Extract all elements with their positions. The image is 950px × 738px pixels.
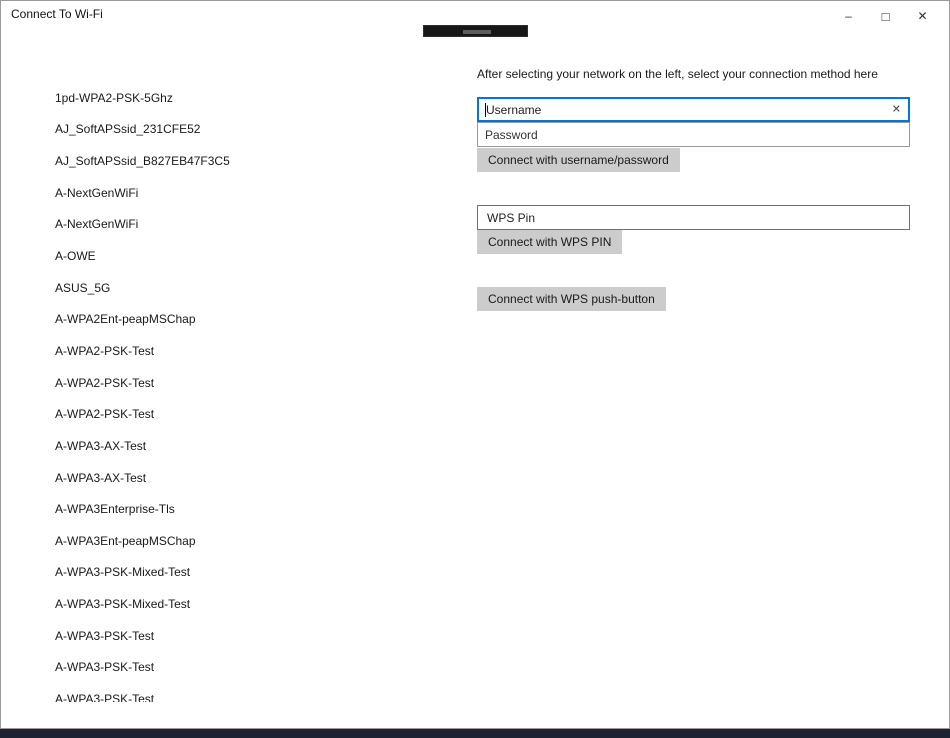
username-field: [477, 97, 910, 122]
network-list-item[interactable]: A-WPA2-PSK-Test: [55, 375, 155, 390]
network-list-item[interactable]: A-WPA2Ent-peapMSChap: [55, 312, 196, 327]
window-controls: [830, 1, 941, 31]
network-list-item[interactable]: A-WPA3-PSK-Mixed-Test: [55, 597, 191, 612]
network-list-item[interactable]: 1pd-WPA2-PSK-5Ghz: [55, 90, 173, 105]
network-list-item[interactable]: ASUS_5G: [55, 280, 111, 295]
network-list-item[interactable]: A-NextGenWiFi: [55, 185, 139, 200]
network-list-item[interactable]: A-WPA3-AX-Test: [55, 438, 147, 453]
network-list-item[interactable]: A-WPA2-PSK-Test: [55, 407, 155, 422]
network-list-item[interactable]: A-WPA3-PSK-Test: [55, 691, 155, 702]
network-list-item[interactable]: AJ_SoftAPSsid_231CFE52: [55, 122, 201, 137]
network-list-item[interactable]: A-WPA3-PSK-Test: [55, 628, 155, 643]
text-caret: [485, 103, 486, 117]
network-list-item[interactable]: A-WPA3-AX-Test: [55, 470, 147, 485]
window-title: Connect To Wi-Fi: [11, 7, 103, 21]
network-list-item[interactable]: A-WPA3Enterprise-Tls: [55, 502, 175, 517]
minimize-button[interactable]: –: [845, 9, 852, 23]
taskbar-strip: [0, 729, 950, 738]
username-input[interactable]: [479, 99, 908, 120]
network-list: [1, 82, 471, 702]
network-list-item[interactable]: A-NextGenWiFi: [55, 217, 139, 232]
password-field: [477, 122, 910, 147]
connect-wps-pin-button[interactable]: Connect with WPS PIN: [477, 230, 622, 254]
clear-icon[interactable]: ✕: [891, 103, 901, 115]
network-list-item[interactable]: A-WPA3-PSK-Mixed-Test: [55, 565, 191, 580]
network-list-item[interactable]: A-WPA2-PSK-Test: [55, 343, 155, 358]
scan-progress-indicator: [463, 30, 491, 34]
network-list-item[interactable]: A-WPA3-PSK-Test: [55, 660, 155, 675]
wps-pin-field: [477, 205, 910, 230]
instruction-text: After selecting your network on the left, select your connection method here: [477, 67, 878, 81]
network-list-item[interactable]: A-WPA3Ent-peapMSChap: [55, 533, 196, 548]
maximize-button[interactable]: □: [881, 8, 890, 24]
network-list-item[interactable]: AJ_SoftAPSsid_B827EB47F3C5: [55, 154, 230, 169]
connect-wps-push-button[interactable]: Connect with WPS push-button: [477, 287, 666, 311]
scan-progress-bar: [423, 25, 528, 37]
close-button[interactable]: ✕: [917, 9, 928, 23]
network-list-item[interactable]: A-OWE: [55, 249, 96, 264]
connect-userpass-button[interactable]: Connect with username/password: [477, 148, 680, 172]
wps-pin-input[interactable]: [478, 206, 909, 229]
password-input[interactable]: [478, 123, 909, 146]
